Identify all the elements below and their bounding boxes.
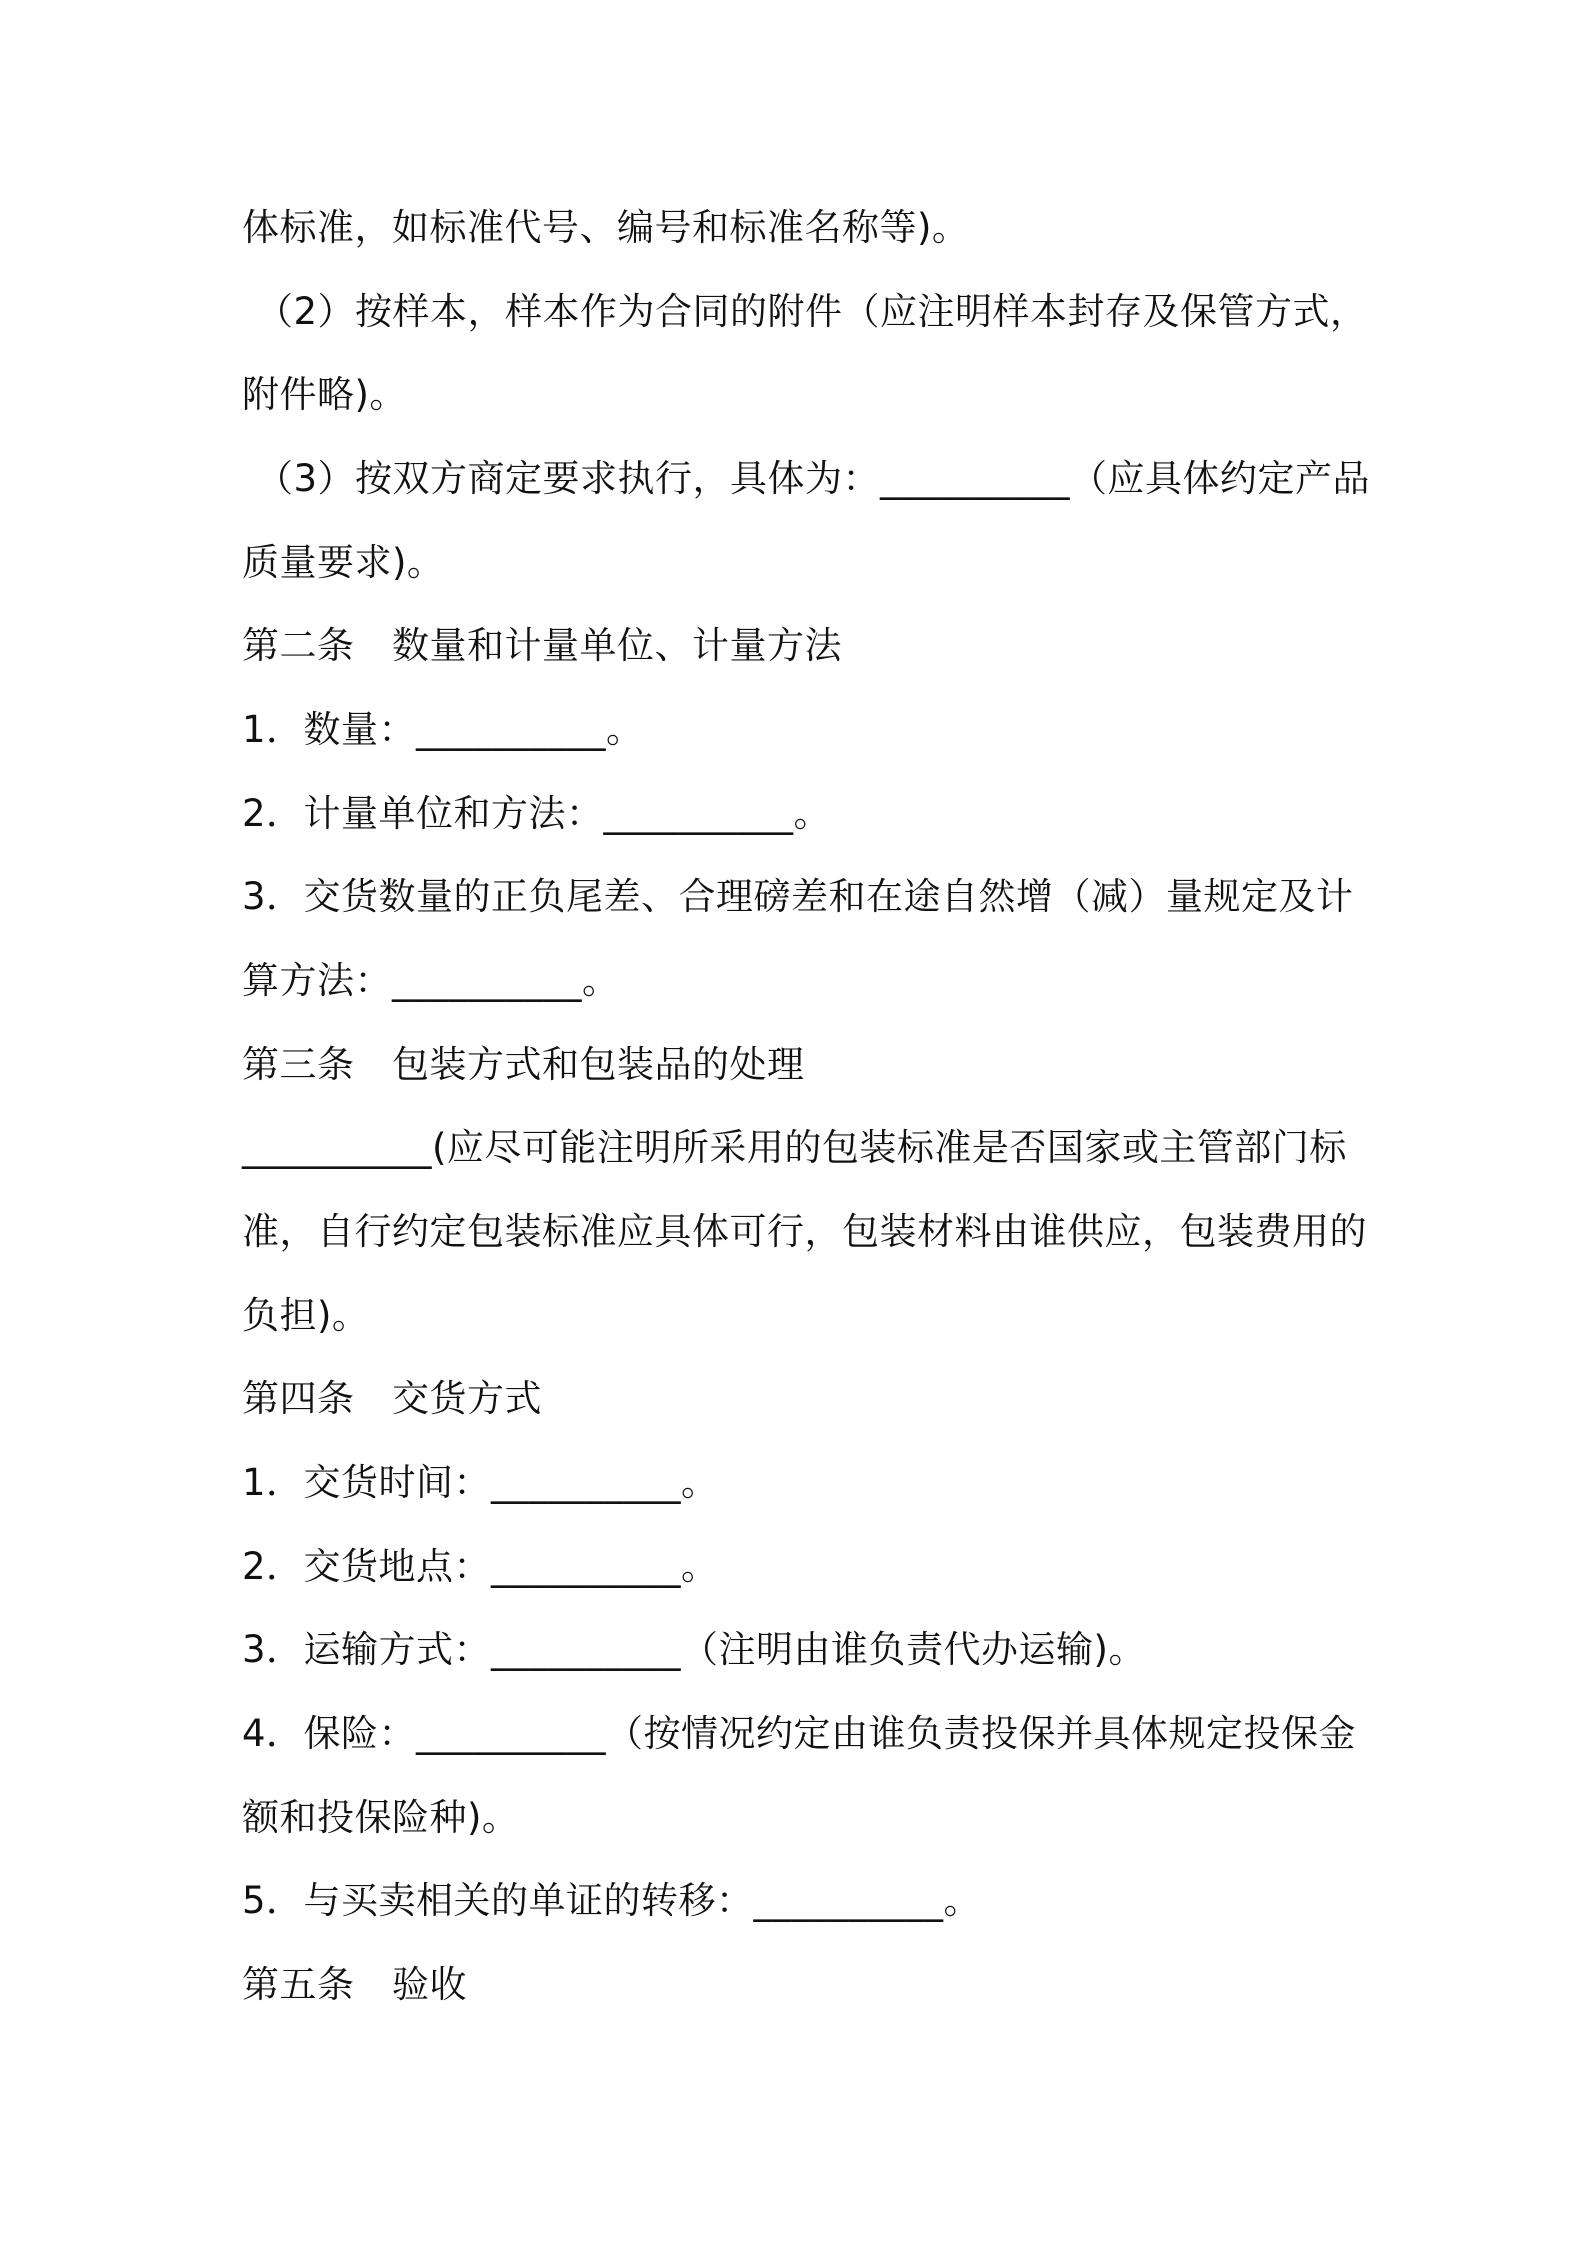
text-line: 3．运输方式：__________（注明由谁负责代办运输)。 <box>242 1628 1146 1671</box>
text-line: 准，自行约定包装标准应具体可行，包装材料由谁供应，包装费用的 <box>242 1210 1367 1253</box>
text-line: 5．与买卖相关的单证的转移：__________。 <box>242 1879 982 1922</box>
section-heading: 第三条 包装方式和包装品的处理 <box>242 1043 805 1086</box>
text-line: （2）按样本，样本作为合同的附件（应注明样本封存及保管方式， <box>256 290 1368 333</box>
text-line: __________(应尽可能注明所采用的包装标准是否国家或主管部门标 <box>242 1126 1347 1169</box>
text-line: 负担)。 <box>242 1294 370 1337</box>
text-line: 3．交货数量的正负尾差、合理磅差和在途自然增（减）量规定及计 <box>242 875 1354 918</box>
text-line: 2．交货地点：__________。 <box>242 1545 719 1588</box>
section-heading: 第五条 验收 <box>242 1963 467 2006</box>
text-line: 算方法：__________。 <box>242 959 620 1002</box>
text-line: 2．计量单位和方法：__________。 <box>242 792 832 835</box>
text-line: 体标准，如标准代号、编号和标准名称等)。 <box>242 206 970 249</box>
text-line: 附件略)。 <box>242 373 407 416</box>
section-heading: 第二条 数量和计量单位、计量方法 <box>242 624 842 667</box>
text-line: 4．保险：__________（按情况约定由谁负责投保并具体规定投保金 <box>242 1712 1357 1755</box>
text-line: 质量要求)。 <box>242 541 445 584</box>
section-heading: 第四条 交货方式 <box>242 1377 542 1420</box>
text-line: 1．数量：__________。 <box>242 708 644 751</box>
text-line: （3）按双方商定要求执行，具体为：__________（应具体约定产品 <box>256 457 1371 500</box>
text-line: 额和投保险种)。 <box>242 1796 520 1839</box>
text-line: 1．交货时间：__________。 <box>242 1461 719 1504</box>
